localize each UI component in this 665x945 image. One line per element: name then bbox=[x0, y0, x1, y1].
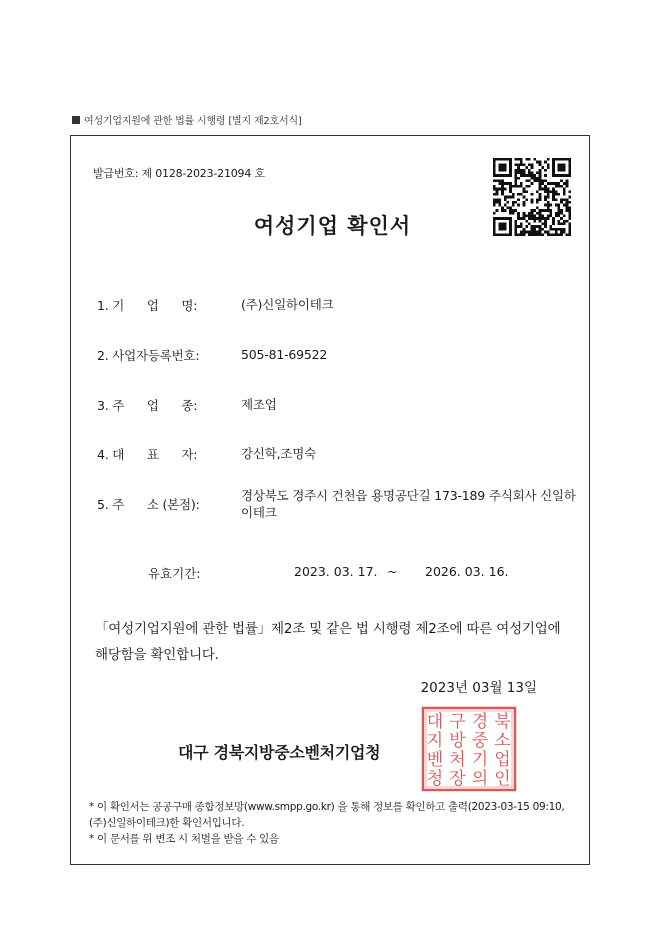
business-registration-value: 505-81-69522 bbox=[241, 347, 328, 362]
representative-label: 4. 대 표 자: bbox=[97, 447, 198, 462]
svg-text:의: 의 bbox=[471, 769, 489, 789]
footnote-verification: * 이 확인서는 공공구매 종합정보망(www.smpp.go.kr) 을 통해 정보를 확인하고 출력(2023-03-15 09:10, (주)신일하이테크)한 확인서입니다. bbox=[89, 801, 565, 829]
svg-text:북: 북 bbox=[494, 712, 511, 732]
confirmation-statement: 「여성기업지원에 관한 법률」제2조 및 같은 법 시행령 제2조에 따른 여성기업에 해당함을 확인합니다. bbox=[95, 621, 561, 663]
square-bullet-icon bbox=[72, 116, 80, 124]
address-value: 경상북도 경주시 건천읍 용명공단길 173-189 주식회사 신일하이테크 bbox=[241, 488, 576, 520]
industry-value: 제조업 bbox=[241, 397, 277, 412]
validity-label: 유효기간: bbox=[148, 566, 201, 581]
svg-text:청: 청 bbox=[426, 769, 444, 789]
address-label: 5. 주 소 (본점): bbox=[97, 497, 200, 512]
svg-text:기: 기 bbox=[471, 750, 489, 770]
svg-text:처: 처 bbox=[449, 750, 466, 770]
form-reference-text: 여성기업지원에 관한 법률 시행령 [별지 제2호서식] bbox=[84, 116, 302, 127]
svg-text:업: 업 bbox=[494, 750, 511, 770]
svg-text:구: 구 bbox=[449, 712, 466, 732]
svg-text:경: 경 bbox=[471, 712, 489, 732]
svg-text:장: 장 bbox=[449, 769, 466, 789]
official-seal bbox=[420, 705, 518, 793]
company-name-value: (주)신일하이테크 bbox=[241, 297, 334, 312]
issue-number: 발급번호: 제 0128-2023-21094 호 bbox=[93, 167, 265, 180]
document-title: 여성기업 확인서 bbox=[253, 214, 412, 238]
svg-text:중: 중 bbox=[471, 731, 489, 751]
form-reference-note bbox=[72, 112, 302, 127]
footnotes bbox=[89, 799, 579, 847]
svg-text:벤: 벤 bbox=[426, 750, 444, 770]
company-name-label: 1. 기 업 명: bbox=[97, 298, 198, 313]
svg-text:방: 방 bbox=[449, 731, 466, 751]
industry-label: 3. 주 업 종: bbox=[97, 398, 198, 413]
issuing-authority: 대구 경북지방중소벤처기업청 bbox=[178, 743, 381, 762]
validity-separator: ~ bbox=[387, 564, 398, 579]
validity-end-date: 2026. 03. 16. bbox=[425, 564, 509, 579]
business-registration-label: 2. 사업자등록번호: bbox=[97, 348, 200, 363]
svg-text:소: 소 bbox=[494, 731, 511, 751]
footnote-forgery-warning: * 이 문서를 위 변조 시 처벌을 받을 수 있음 bbox=[89, 833, 279, 845]
svg-text:인: 인 bbox=[494, 769, 511, 789]
svg-text:대: 대 bbox=[426, 712, 444, 732]
representative-value: 강신학,조명숙 bbox=[241, 446, 317, 461]
issue-date: 2023년 03월 13일 bbox=[420, 680, 537, 696]
svg-text:지: 지 bbox=[426, 731, 444, 751]
validity-start-date: 2023. 03. 17. bbox=[294, 564, 378, 579]
